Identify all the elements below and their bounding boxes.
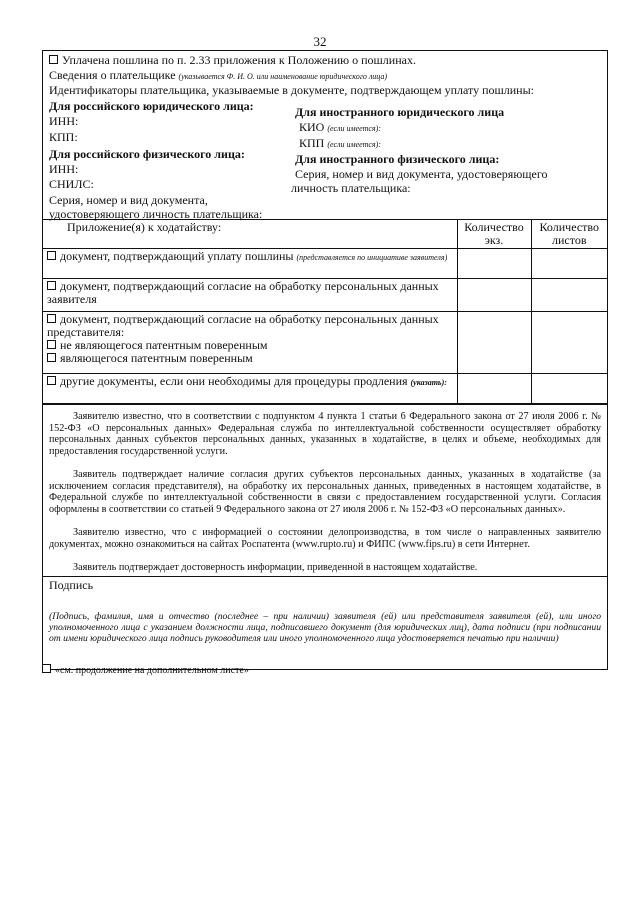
- kio-hint: (если имеется):: [327, 124, 381, 133]
- attachments-table: [43, 220, 607, 404]
- copies-cell[interactable]: [457, 312, 531, 374]
- sheets-cell[interactable]: [531, 279, 607, 312]
- personal-data-notice: Заявителю известно, что в соответствии с подпунктом 4 пункта 1 статьи 6 Федерального закона от 27 июля 2006 г. № 152-ФЗ «О персональных данных» Федеральная служба по интеллектуальной собственности осуществляет обработку персональных данных субъектов персональных данных, указанных в ходатайстве, в целях и объеме, необходимых для предоставления государственной услуги.: [49, 411, 601, 457]
- copies-cell[interactable]: [457, 279, 531, 312]
- inn-label[interactable]: ИНН:: [49, 114, 79, 128]
- table-row: [43, 249, 607, 279]
- table-row: [43, 279, 607, 312]
- sheets-cell[interactable]: [531, 374, 607, 404]
- identifiers-label: Идентификаторы плательщика, указываемые в документе, подтверждающем уплату пошлины:: [49, 83, 534, 97]
- payment-doc-label: документ, подтверждающий уплату пошлины: [60, 249, 294, 263]
- not-patent-attorney-checkbox[interactable]: [47, 340, 56, 349]
- doc-series-line1: Серия, номер и вид документа,: [49, 193, 208, 207]
- payer-section: [43, 51, 607, 220]
- applicant-consent-checkbox[interactable]: [47, 281, 56, 290]
- signature-label[interactable]: Подпись: [49, 577, 94, 592]
- continuation-label: «см. продолжение на дополнительном листе»: [55, 665, 249, 676]
- website-notice: Заявителю известно, что с информацией о состоянии делопроизводства, в том числе о направленных заявителю документах, можно ознакомиться на сайтах Роспатента (www.rupto.ru) и ФИПС (www.fips.ru) в сети Интернет.: [49, 527, 601, 550]
- sheets-cell[interactable]: [531, 312, 607, 374]
- attachments-header: Приложение(я) к ходатайству:: [43, 220, 457, 249]
- other-docs-hint: (указать):: [410, 378, 447, 387]
- col-sheets-header: Количество листов: [531, 220, 607, 249]
- foreign-series-line2[interactable]: личность плательщика:: [291, 181, 411, 195]
- payment-doc-checkbox[interactable]: [47, 251, 56, 260]
- consent-notice: Заявитель подтверждает наличие согласия других субъектов персональных данных, указанных в ходатайстве (за исключением согласия представителя), на обработку их персональных данных, приведенных в настоящем ходатайстве, в Федеральной службе по интеллектуальной собственности в связи с предоставлением государственной услуги. Согласия оформлены в соответствии со статьей 9 Федерального закона от 27 июля 2006 г. № 152-ФЗ «О персональных данных».: [49, 469, 601, 515]
- not-patent-attorney-label: не являющегося патентным поверенным: [60, 338, 268, 352]
- continuation-checkbox[interactable]: [42, 664, 51, 673]
- other-docs-label: другие документы, если они необходимы для процедуры продления: [60, 374, 408, 388]
- foreign-legal-title: Для иностранного юридического лица: [295, 105, 505, 119]
- ru-legal-title: Для российского юридического лица:: [49, 99, 254, 113]
- kpp-foreign-label: КПП: [299, 136, 325, 150]
- copies-cell[interactable]: [457, 249, 531, 279]
- patent-attorney-checkbox[interactable]: [47, 353, 56, 362]
- table-row: [43, 374, 607, 404]
- ru-person-title: Для российского физического лица:: [49, 147, 245, 161]
- payment-doc-hint: (представляется по инициативе заявителя): [296, 253, 448, 262]
- page-number: 32: [313, 34, 327, 49]
- petition-form: [42, 50, 608, 670]
- inn2-label[interactable]: ИНН:: [49, 162, 79, 176]
- signature-note: (Подпись, фамилия, имя и отчество (последнее – при наличии) заявителя (ей) или представителя заявителя (ей), или иного уполномоченного лица с указанием должности лица, подписавшего документ (для юридических лиц), дата подписи (при подписании от имени юридического лица подпись руководителя или иного уполномоченного лица удостоверяется печатью при наличии): [49, 610, 601, 644]
- signature-section: [43, 576, 607, 669]
- payer-info-hint: (указывается Ф. И. О. или наименование юридического лица): [178, 72, 388, 81]
- table-header-row: [43, 220, 607, 249]
- accuracy-notice: Заявитель подтверждает достоверность информации, приведенной в настоящем ходатайстве.: [73, 562, 478, 573]
- fee-paid-checkbox[interactable]: [49, 55, 58, 64]
- representative-consent-label: документ, подтверждающий согласие на обработку персональных данных представителя:: [47, 312, 439, 339]
- copies-cell[interactable]: [457, 374, 531, 404]
- foreign-person-title: Для иностранного физического лица:: [295, 152, 500, 166]
- foreign-series-line1: Серия, номер и вид документа, удостоверяющего: [295, 167, 548, 181]
- patent-attorney-label: являющегося патентным поверенным: [60, 351, 253, 365]
- snils-label[interactable]: СНИЛС:: [49, 177, 94, 191]
- doc-series-line2[interactable]: удостоверяющего личность плательщика:: [49, 207, 263, 221]
- col-copies-header: Количество экз.: [457, 220, 531, 249]
- kpp-foreign-hint: (если имеется):: [327, 140, 381, 149]
- kio-label: КИО: [299, 120, 325, 134]
- other-docs-checkbox[interactable]: [47, 376, 56, 385]
- sheets-cell[interactable]: [531, 249, 607, 279]
- fee-paid-label: Уплачена пошлина по п. 2.33 приложения к Положению о пошлинах.: [62, 53, 416, 67]
- applicant-consent-label: документ, подтверждающий согласие на обработку персональных данных заявителя: [47, 279, 439, 306]
- representative-consent-checkbox[interactable]: [47, 314, 56, 323]
- kpp-label[interactable]: КПП:: [49, 130, 78, 144]
- payer-info-label: Сведения о плательщике: [49, 68, 176, 82]
- table-row: [43, 312, 607, 374]
- notices-section: [43, 404, 607, 574]
